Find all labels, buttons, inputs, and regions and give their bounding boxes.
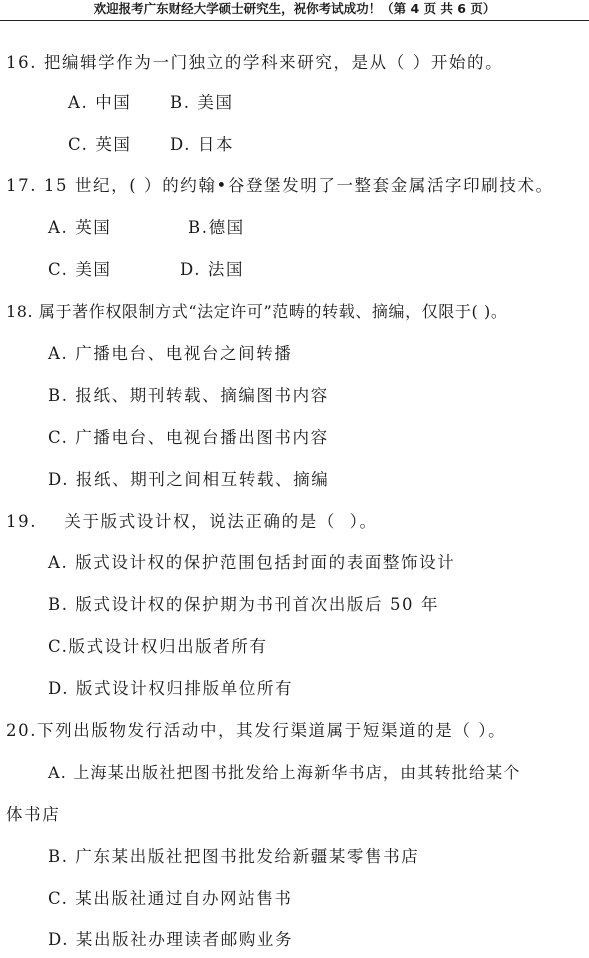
question-16-option-c: C. 英国 xyxy=(68,135,132,154)
question-19-option-d: D. 版式设计权归排版单位所有 xyxy=(48,679,294,698)
question-20-option-d: D. 某出版社办理读者邮购业务 xyxy=(48,930,294,949)
page-header: 欢迎报考广东财经大学硕士研究生，祝你考试成功！（第 4 页 共 6 页） xyxy=(0,0,589,21)
question-16-option-b: B. 美国 xyxy=(170,93,234,112)
question-16-stem: 16. 把编辑学作为一门独立的学科来研究，是从（ ）开始的。 xyxy=(6,53,504,72)
question-17-option-d: D. 法国 xyxy=(180,260,245,279)
question-17-stem: 17. 15 世纪，( ）的约翰•谷登堡发明了一整套金属活字印刷技术。 xyxy=(6,176,554,195)
question-20-option-a: A. 上海某出版社把图书批发给上海新华书店，由其转批给某个 xyxy=(48,763,521,782)
question-18-option-b: B. 报纸、期刊转载、摘编图书内容 xyxy=(48,386,329,405)
question-18-option-a: A. 广播电台、电视台之间转播 xyxy=(48,344,293,363)
question-17-option-c: C. 美国 xyxy=(48,260,112,279)
question-20-stem: 20.下列出版物发行活动中，其发行渠道属于短渠道的是（ ）。 xyxy=(6,721,507,740)
question-17-option-a: A. 英国 xyxy=(48,218,112,237)
question-20-option-b: B. 广东某出版社把图书批发给新疆某零售书店 xyxy=(48,847,420,866)
question-19-option-c: C.版式设计权归出版者所有 xyxy=(48,637,268,656)
question-20-option-c: C. 某出版社通过自办网站售书 xyxy=(48,889,293,908)
question-16-option-d: D. 日本 xyxy=(170,135,235,154)
question-18-stem: 18. 属于著作权限制方式“法定许可”范畴的转载、摘编，仅限于( )。 xyxy=(6,302,508,321)
question-19-option-b: B. 版式设计权的保护期为书刊首次出版后 50 年 xyxy=(48,595,440,614)
question-20-option-a-continuation: 体书店 xyxy=(6,805,61,824)
question-17-option-b: B.德国 xyxy=(188,218,245,237)
question-18-option-d: D. 报纸、期刊之间相互转载、摘编 xyxy=(48,470,330,489)
question-19-stem: 19. 关于版式设计权，说法正确的是（ ）。 xyxy=(6,512,378,531)
question-16-option-a: A. 中国 xyxy=(68,93,132,112)
question-18-option-c: C. 广播电台、电视台播出图书内容 xyxy=(48,428,329,447)
question-19-option-a: A. 版式设计权的保护范围包括封面的表面整饰设计 xyxy=(48,553,456,572)
